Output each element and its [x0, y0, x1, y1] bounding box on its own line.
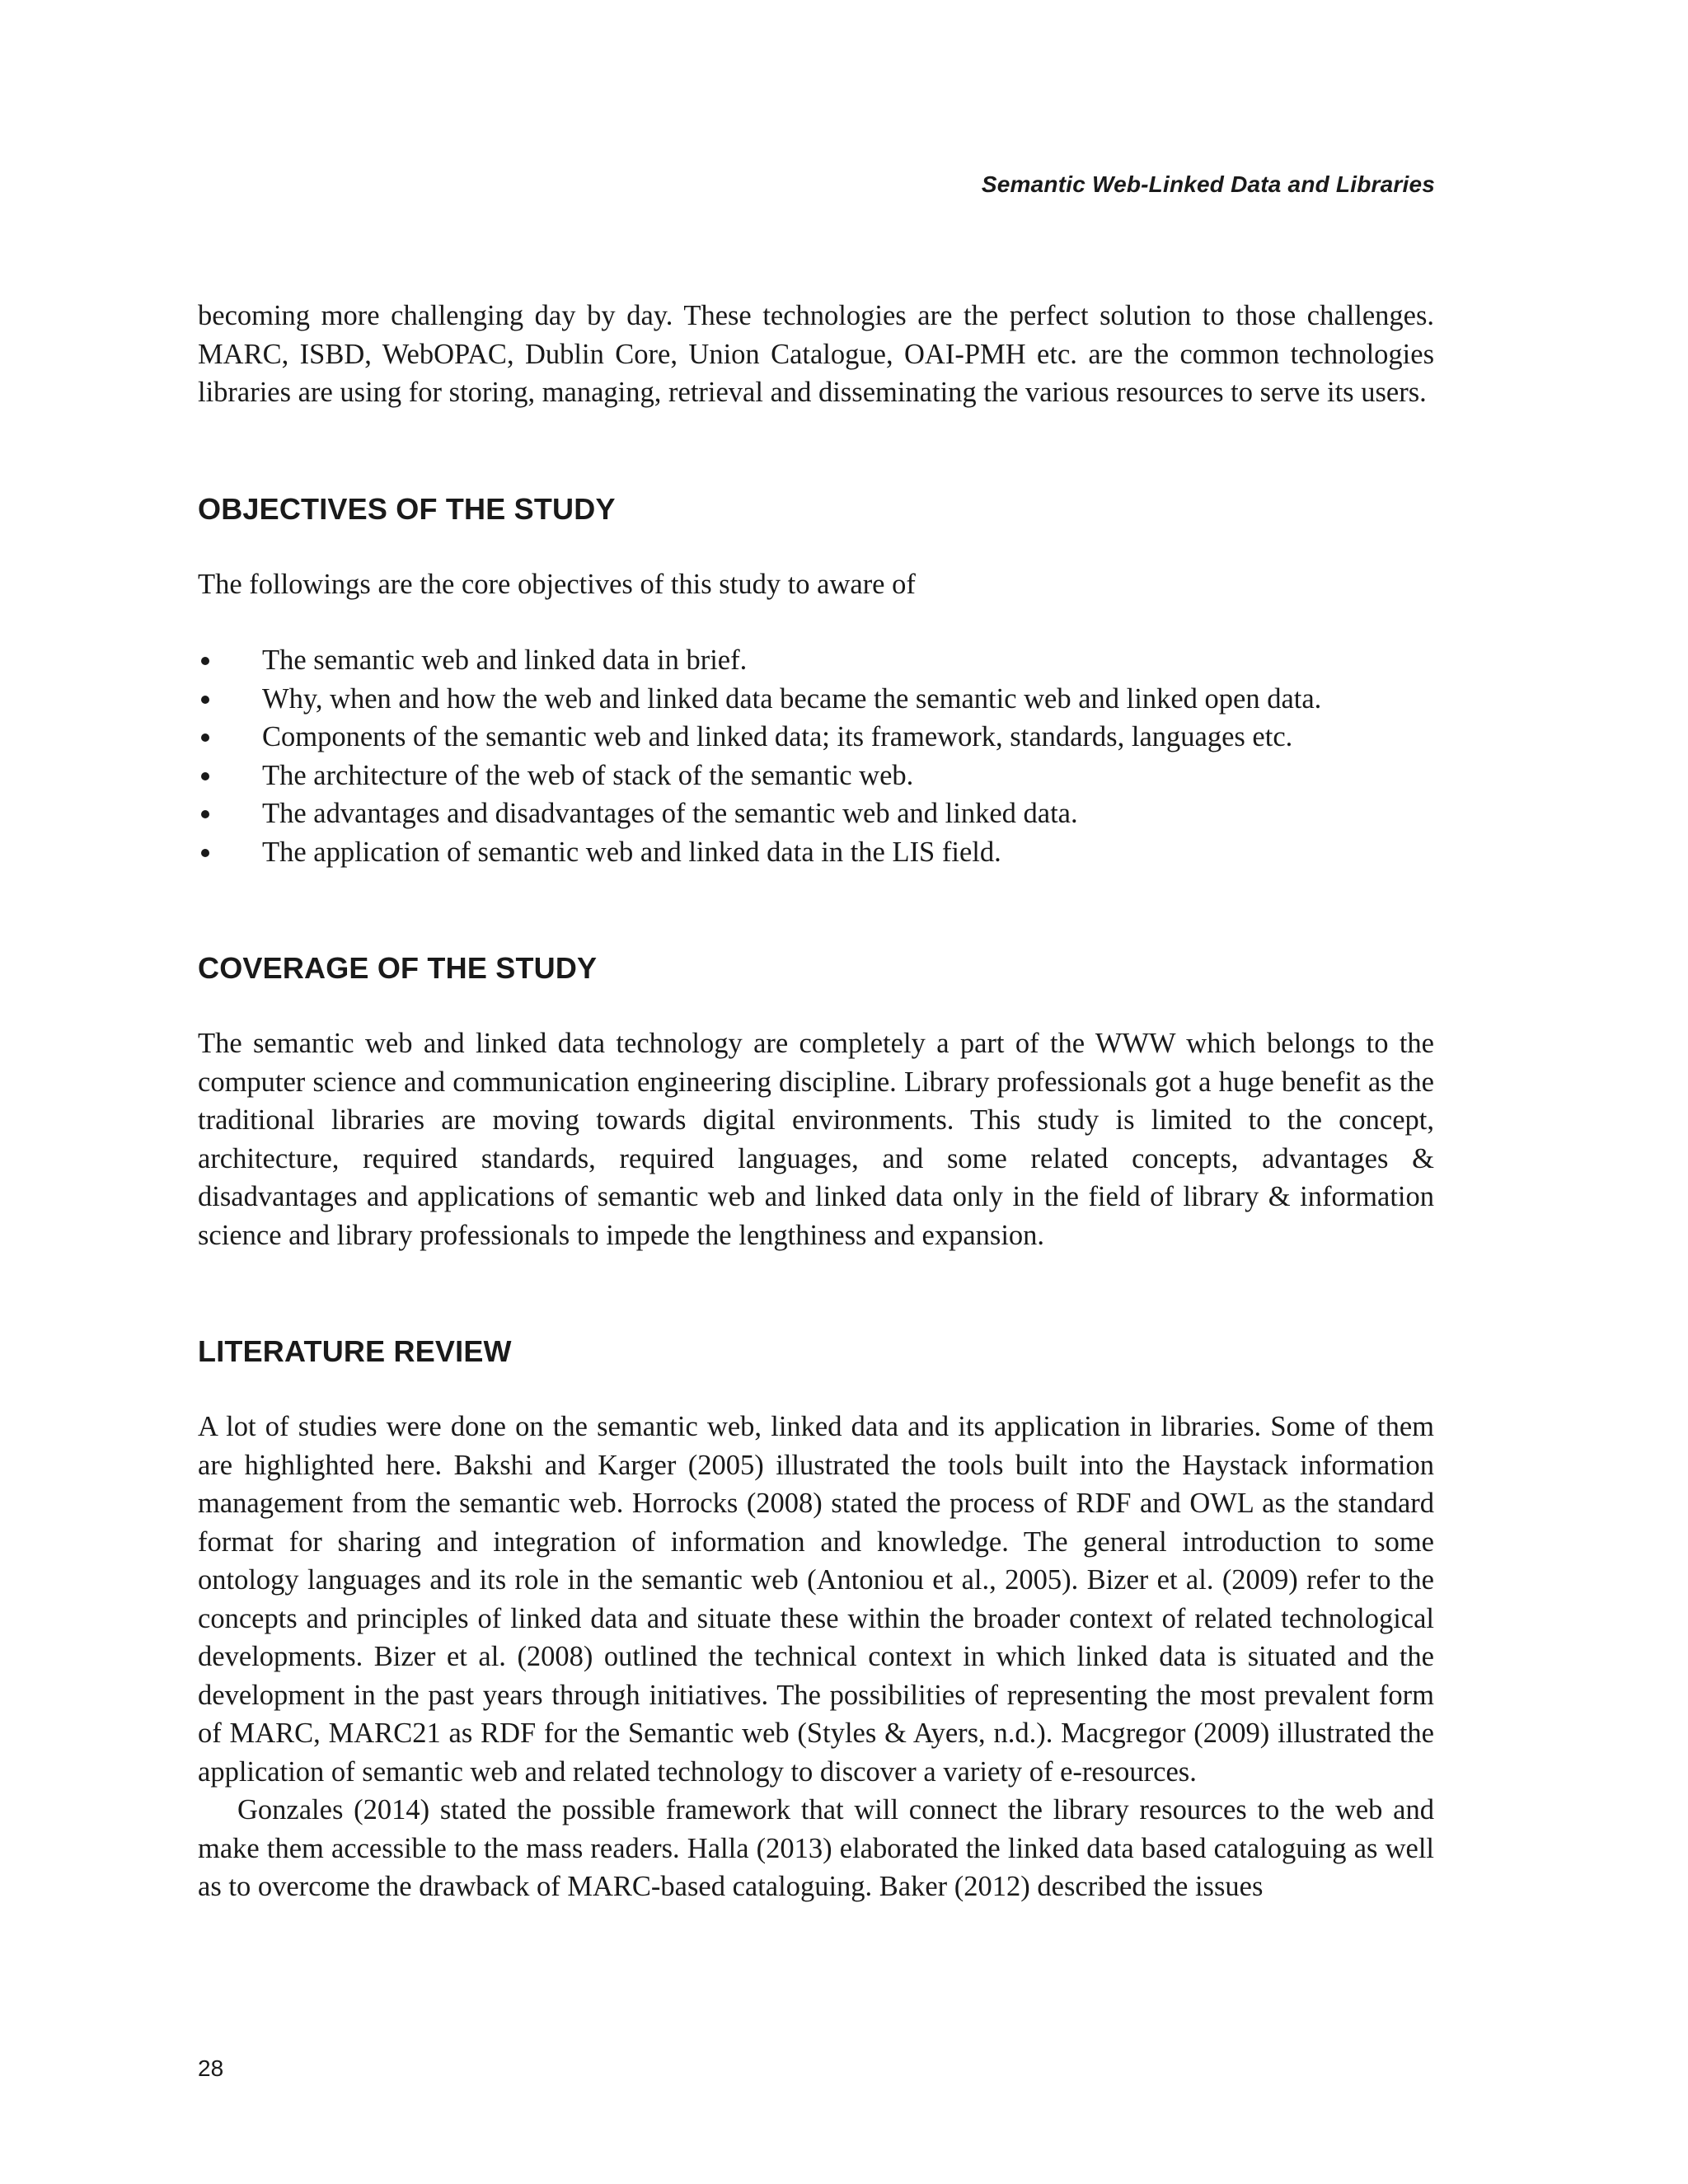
- list-item-text: The semantic web and linked data in brief.: [262, 644, 748, 676]
- list-item: [198, 757, 1434, 795]
- bullet-icon: [201, 733, 209, 742]
- literature-paragraph-1: A lot of studies were done on the semantic web, linked data and its application in libraries. Some of them are highlighted here. Bakshi and Karger (2005) illustrated the tools built into the Haystack information management from the semantic web. Horrocks (2008) stated the process of RDF and OWL as the standard format for sharing and integration of information and knowledge. The general introduction to some ontology languages and its role in the semantic web (Antoniou et al., 2005). Bizer et al. (2009) refer to the concepts and principles of linked data and situate these within the broader context of related technological developments. Bizer et al. (2008) outlined the technical context in which linked data is situated and the development in the past years through initiatives. The possibilities of representing the most prevalent form of MARC, MARC21 as RDF for the Semantic web (Styles & Ayers, n.d.). Macgregor (2009) illustrated the application of semantic web and related technology to discover a variety of e-resources.: [198, 1411, 1434, 1788]
- list-item-text: Why, when and how the web and linked data became the semantic web and linked open data.: [262, 682, 1322, 715]
- list-item-text: The architecture of the web of stack of the semantic web.: [262, 759, 914, 791]
- bullet-icon: [201, 696, 209, 704]
- bullet-icon: [201, 810, 209, 818]
- literature-heading: LITERATURE REVIEW: [198, 1334, 512, 1368]
- objectives-list: [198, 641, 1434, 871]
- bullet-icon: [201, 849, 209, 857]
- list-item-text: Components of the semantic web and linked data; its framework, standards, languages etc.: [262, 721, 1293, 752]
- page-body: [198, 297, 1434, 1906]
- list-item: [198, 833, 1434, 872]
- intro-paragraph: becoming more challenging day by day. These technologies are the perfect solution to those challenges. MARC, ISBD, WebOPAC, Dublin Core, Union Catalogue, OAI-PMH etc. are the common technologies libraries are using for storing, managing, retrieval and disseminating the various resources to serve its users.: [198, 300, 1434, 408]
- coverage-heading: COVERAGE OF THE STUDY: [198, 951, 598, 985]
- objectives-heading: OBJECTIVES OF THE STUDY: [198, 491, 616, 526]
- list-item: [198, 794, 1434, 833]
- coverage-paragraph: The semantic web and linked data technology are completely a part of the WWW which belongs to the computer science and communication engineering discipline. Library professionals got a huge benefit as the traditional libraries are moving towards digital environments. This study is limited to the concept, architecture, required standards, required languages, and some related concepts, advantages & disadvantages and applications of semantic web and linked data only in the field of library & information science and library professionals to impede the lengthiness and expansion.: [198, 1028, 1434, 1251]
- list-item: [198, 718, 1434, 757]
- objectives-lead: The followings are the core objectives of this study to aware of: [198, 568, 916, 600]
- list-item-text: The advantages and disadvantages of the semantic web and linked data.: [262, 798, 1078, 829]
- list-item: [198, 680, 1434, 719]
- running-head: Semantic Web-Linked Data and Libraries: [981, 171, 1435, 197]
- bullet-icon: [201, 657, 209, 665]
- bullet-icon: [201, 772, 209, 780]
- list-item: [198, 641, 1434, 680]
- list-item-text: The application of semantic web and linked data in the LIS field.: [262, 836, 1001, 868]
- literature-paragraph-2: Gonzales (2014) stated the possible framework that will connect the library resources to the web and make them accessible to the mass readers. Halla (2013) elaborated the linked data based cataloguing as well as to overcome the drawback of MARC-based cataloguing. Baker (2012) described the issues: [198, 1794, 1434, 1902]
- page-number: 28: [198, 2055, 224, 2081]
